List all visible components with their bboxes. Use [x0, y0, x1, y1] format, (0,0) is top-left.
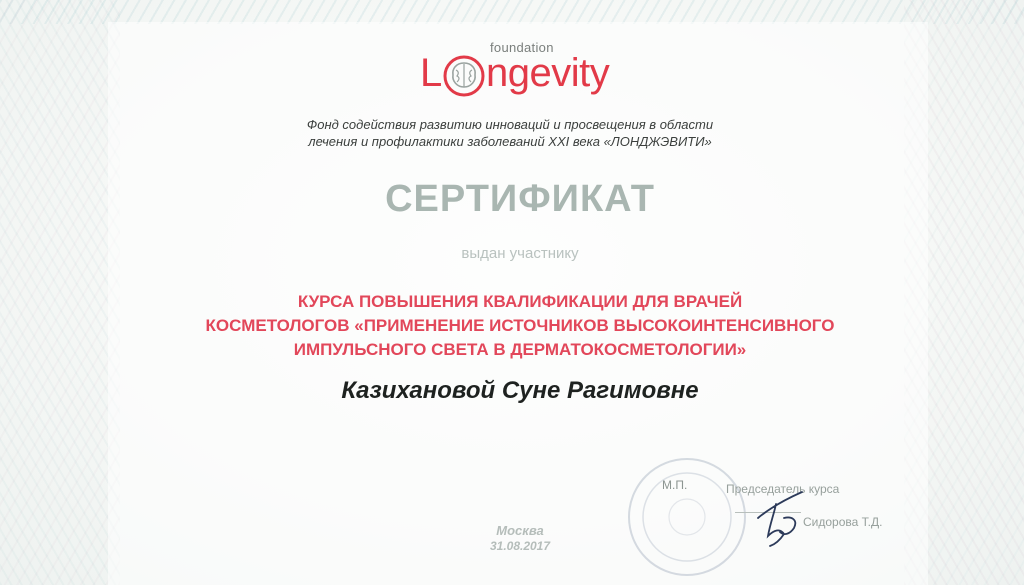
brain-icon [442, 54, 486, 98]
issued-to-label: выдан участнику [461, 245, 579, 262]
course-chair-label: Председатель курса [726, 482, 840, 496]
decorative-border-top [0, 0, 1024, 24]
seal-label: М.П. [662, 478, 688, 492]
foundation-description-line: Фонд содействия развитию инноваций и просвещения в области [306, 117, 714, 132]
handwritten-signature [740, 478, 820, 550]
course-title [200, 290, 840, 362]
issue-city: Москва [496, 523, 544, 538]
logo-letters-rest: ngevity [486, 51, 610, 95]
decorative-border-left [0, 0, 120, 585]
foundation-description [280, 116, 740, 150]
longevity-logo [420, 34, 630, 96]
seal-stamp [622, 452, 752, 582]
recipient-name: Казихановой Суне Рагимовне [341, 377, 699, 404]
issue-date: 31.08.2017 [489, 539, 551, 553]
foundation-description-line: лечения и профилактики заболеваний XXI века «ЛОНДЖЭВИТИ» [308, 134, 712, 149]
certificate-title: СЕРТИФИКАТ [385, 178, 655, 220]
course-title-line: КУРСА ПОВЫШЕНИЯ КВАЛИФИКАЦИИ ДЛЯ ВРАЧЕЙ [297, 292, 743, 311]
logo-foundation-text: foundation [490, 40, 554, 55]
course-title-line: КОСМЕТОЛОГОВ «ПРИМЕНЕНИЕ ИСТОЧНИКОВ ВЫСОКОИНТЕНСИВНОГО [205, 316, 835, 335]
logo-letter-l: L [420, 51, 442, 95]
course-title-line: ИМПУЛЬСНОГО СВЕТА В ДЕРМАТОКОСМЕТОЛОГИИ» [293, 340, 747, 359]
course-chair-name: Сидорова Т.Д. [803, 515, 883, 529]
